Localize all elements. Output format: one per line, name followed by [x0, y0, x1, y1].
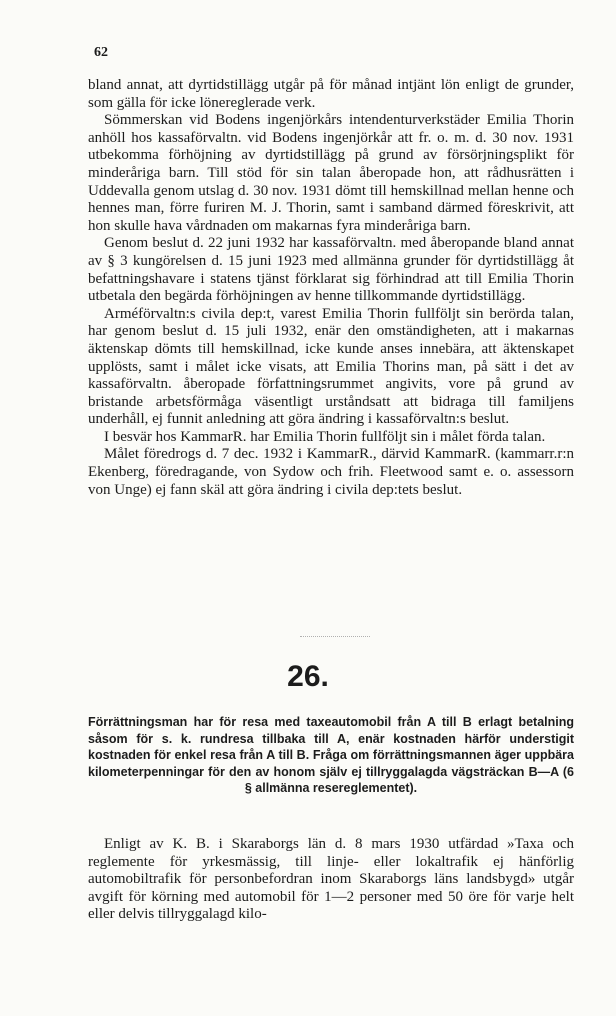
paragraph: I besvär hos KammarR. har Emilia Thorin fullföljt sin i målet förda talan. [104, 428, 546, 445]
paragraph: Arméförvaltn:s civila dep:t, varest Emilia Thorin fullföljt sin berörda talan, har genom beslut d. 15 juli 1932, enär den omständigheten, att i makarnas äktenskap dömts till hemskillnad, icke kunde anses innebära, att äktenskapet upplösts, samt i målet icke visats, att Emilia Thorins man, på sätt i det av kassaförvaltn. åberopade författningsrummet angivits, vore på grund av bristande arbetsförmåga väsentligt urståndsatt att bidraga till familjens underhåll, ej funnit anledning att göra ändring i kassaförvaltn:s beslut. [88, 305, 574, 428]
body-text-section-26 [88, 836, 574, 924]
page-number: 62 [94, 45, 108, 60]
paragraph: Sömmerskan vid Bodens ingenjörkårs intendenturverkstäder Emilia Thorin anhöll hos kassaförvaltn. vid Bodens ingenjörkår att fr. o. m. d. 30 nov. 1931 utbekomma förhöjning av dyrtidstillägg på grund av försörjningsplikt för minderåriga barn. Till stöd för sin talan åberopade hon, att rådhusrätten i Uddevalla genom utslag d. 30 nov. 1931 dömt till hemskillnad mellan henne och hennes man, förre furiren M. J. Thorin, samt i samband därmed föreskrivit, att hon skulle hava vårdnaden om makarnas fyra minderåriga barn. [88, 112, 574, 234]
section-divider [300, 636, 370, 637]
paragraph: bland annat, att dyrtidstillägg utgår på för månad intjänt lön enligt de grunder, som gälla för icke lönereglerade verk. [88, 77, 574, 111]
section-heading: Förrättningsman har för resa med taxeautomobil från A till B erlagt betalning såsom för s. k. rundresa tillbaka till A, enär kostnaden härför understigit kostnaden för enkel resa från A till B. Fråga om förrättningsmannen äger uppbära kilometerpenningar för den av honom själv ej tillryggalagda vägsträckan B—A (6 § allmänna resereglementet). [88, 715, 574, 795]
paragraph: Målet föredrogs d. 7 dec. 1932 i KammarR., därvid KammarR. (kammarr.r:n Ekenberg, föredragande, von Sydow och frih. Fleetwood samt e. o. assessorn von Unge) ej fann skäl att göra ändring i civila dep:tets beslut. [88, 446, 574, 498]
body-text [88, 77, 574, 499]
section-number: 26. [287, 660, 329, 693]
paragraph: Enligt av K. B. i Skaraborgs län d. 8 mars 1930 utfärdad »Taxa och reglemente för yrkesmässig, till linje- eller lokaltrafik ej hänförlig automobiltrafik för personbefordran inom Skaraborgs läns landsbygd» utgår avgift för körning med automobil för 1—2 personer med 50 öre för varje helt eller delvis tillryggalagd kilo- [88, 836, 574, 923]
paragraph: Genom beslut d. 22 juni 1932 har kassaförvaltn. med åberopande bland annat av § 3 kungörelsen d. 15 juni 1923 med allmänna grunder för dyrtidstillägg åt befattningshavare i statens tjänst förklarat sig förhindrad att till Emilia Thorin utbetala den begärda förhöjningen av henne tillkommande dyrtidstillägg. [88, 235, 574, 305]
